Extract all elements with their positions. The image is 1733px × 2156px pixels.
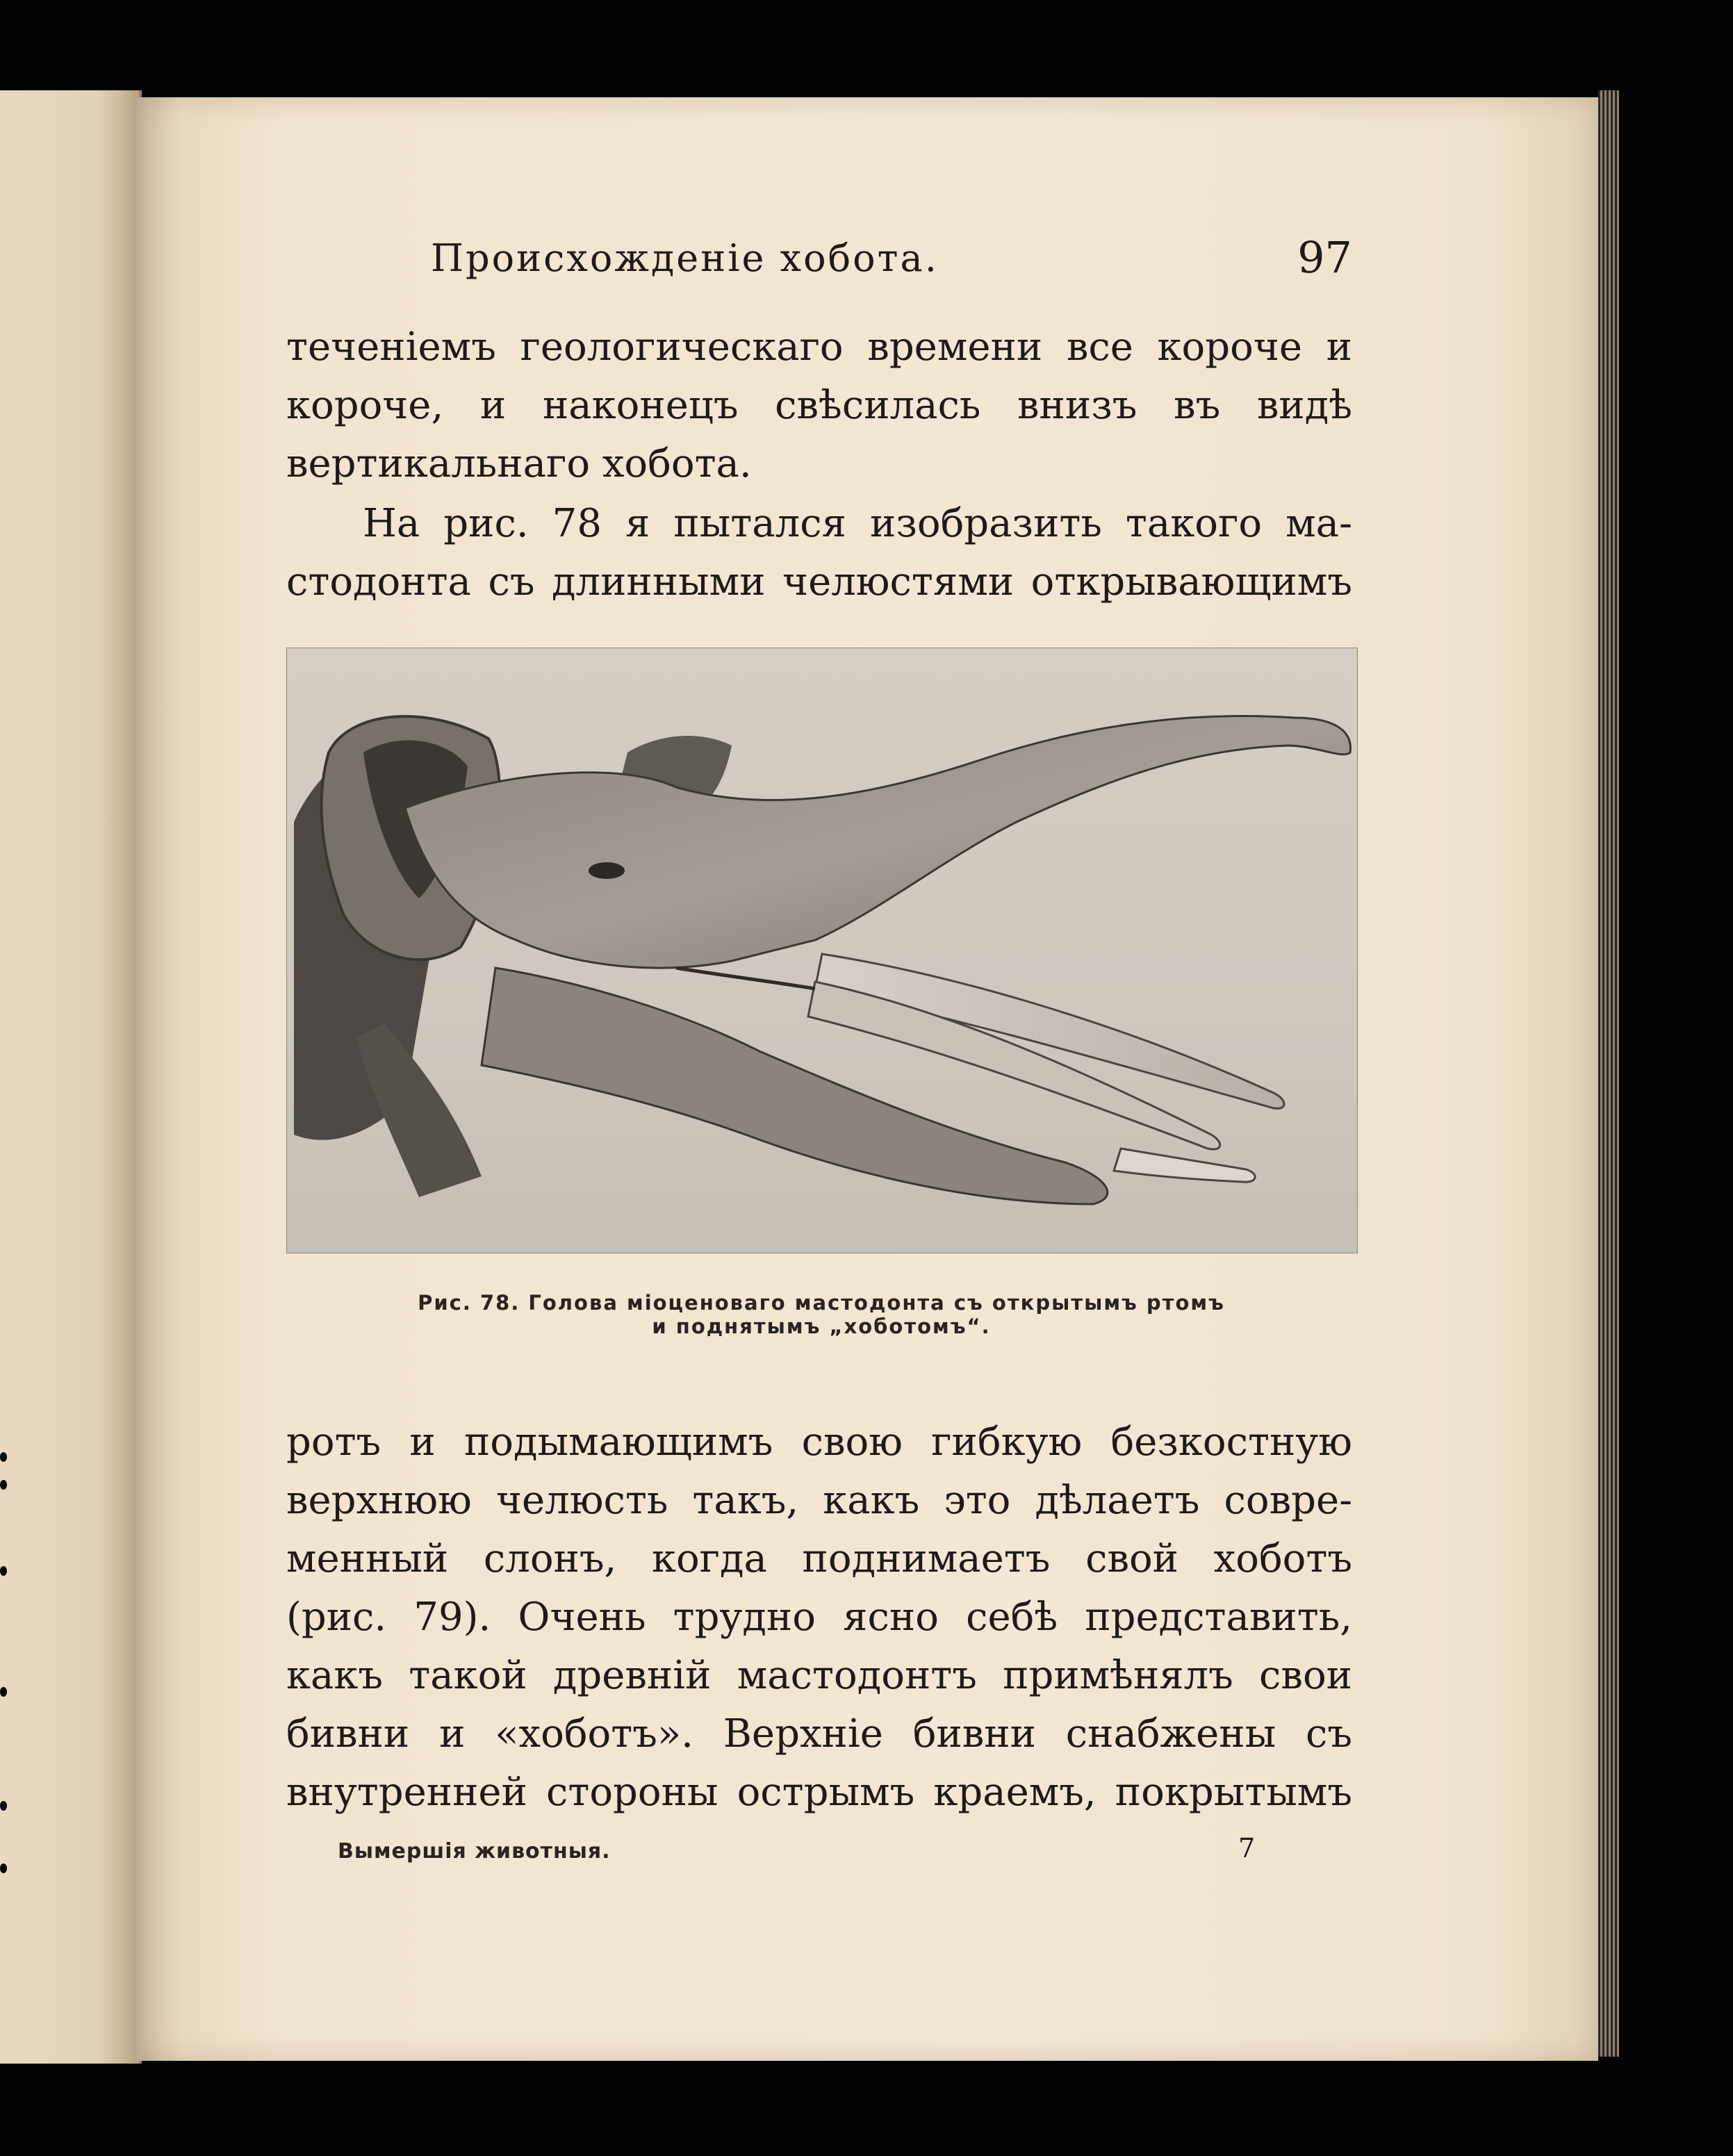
text-line: На рис. 78 я пытался изобразить такого ма- <box>363 501 1352 546</box>
figure-mastodon-head <box>286 648 1358 1253</box>
paragraph-1 <box>286 318 1352 493</box>
text-line: верхнюю челюсть такъ, какъ это дѣлаетъ совре- <box>286 1478 1352 1523</box>
text-line: вертикальнаго хобота. <box>286 441 752 486</box>
paragraph-3 <box>286 1413 1352 1822</box>
text-line: менный слонъ, когда поднимаетъ свой хоботъ <box>286 1536 1352 1581</box>
margin-mark <box>0 1801 7 1811</box>
margin-mark <box>0 1863 7 1873</box>
signature-mark: 7 <box>1238 1833 1256 1863</box>
margin-mark <box>0 1480 7 1490</box>
text-line: какъ такой древній мастодонтъ примѣнялъ свои <box>286 1653 1352 1698</box>
figure-caption <box>286 1291 1356 1338</box>
text-line: ротъ и подымающимъ свою гибкую безкостную <box>286 1419 1352 1465</box>
caption-line: Рис. 78. Голова міоценоваго мастодонта съ открытымъ ртомъ <box>418 1291 1225 1315</box>
lower-tusk <box>1114 1149 1255 1182</box>
footer-book-title: Вымершія животныя. <box>338 1839 611 1863</box>
caption-line: и поднятымъ „хоботомъ“. <box>652 1315 991 1338</box>
page-number: 97 <box>1297 232 1352 283</box>
left-page-edge <box>0 90 142 2064</box>
text-line: (рис. 79). Очень трудно ясно себѣ представить, <box>286 1595 1352 1640</box>
mastodon-head-illustration <box>287 648 1357 1253</box>
margin-mark <box>0 1452 7 1462</box>
paragraph-2 <box>286 495 1352 611</box>
text-line: короче, и наконецъ свѣсилась внизъ въ видѣ <box>286 383 1352 428</box>
eye <box>589 862 625 879</box>
margin-mark <box>0 1566 7 1576</box>
page-block-edge <box>1598 90 1619 2057</box>
margin-mark <box>0 1687 7 1697</box>
running-title: Происхожденіе хобота. <box>431 236 939 280</box>
text-line: стодонта съ длинными челюстями открывающимъ <box>286 559 1352 604</box>
text-line: внутренней стороны острымъ краемъ, покрытымъ <box>286 1770 1352 1815</box>
text-line: теченіемъ геологическаго времени все короче и <box>286 324 1352 370</box>
text-line: бивни и «хоботъ». Верхніе бивни снабжены съ <box>286 1711 1352 1756</box>
mouth-line <box>676 968 815 989</box>
head-and-trunk <box>405 716 1350 969</box>
